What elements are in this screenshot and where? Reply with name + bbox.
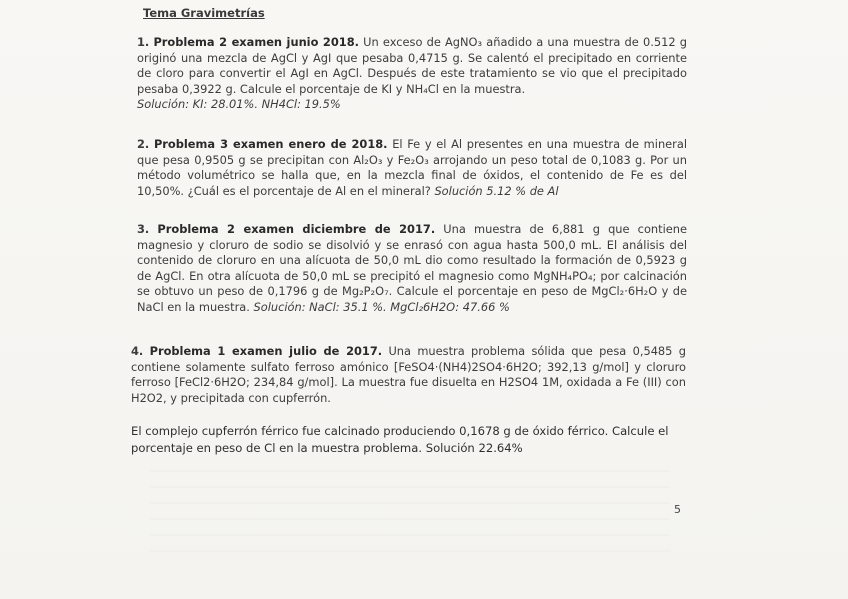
problem-2: [137, 137, 687, 199]
document-title: Tema Gravimetrías: [143, 6, 265, 20]
problem-body: El complejo cupferrón férrico fue calcinado produciendo 0,1678 g de óxido férrico. Calcule el porcentaje en peso de Cl en la muestra problema.: [131, 424, 669, 455]
problem-3: [137, 222, 687, 316]
problem-heading: Problema 2 examen junio 2018.: [153, 35, 359, 49]
problem-solution: Solución 5.12 % de Al: [434, 183, 559, 198]
problem-1: [137, 35, 687, 113]
problem-body: Una muestra problema sólida que pesa 0,5485 g contiene solamente sulfato ferroso amónico [FeSO4·(NH4)2SO4·6H2O; 392,13 g/mol] y cloruro ferroso [FeCl2·6H2O; 234,84 g/mol]. La muestra fue disuelta en H2SO4 1M, oxidada a Fe (III) con H2O2, y precipitada con cupferrón.: [131, 344, 686, 405]
problem-heading: Problema 1 examen julio de 2017.: [149, 344, 383, 358]
problem-body: Un exceso de AgNO₃ añadido a una muestra de 0.512 g originó una mezcla de AgCl y AgI que pesaba 0,4715 g. Se calentó el precipitado en corriente de cloro para convertir el AgI en AgCl. Después de este tratamiento se vio que el precipitado pesaba 0,3922 g. Calcule el porcentaje de KI y NH₄Cl en la muestra.: [137, 35, 688, 96]
problem-number: 4.: [131, 344, 144, 358]
problem-solution: Solución: KI: 28.01%. NH4Cl: 19.5%: [137, 97, 341, 112]
problem-heading: Problema 2 examen diciembre de 2017.: [157, 222, 436, 236]
problem-body: El Fe y el Al presentes en una muestra de mineral que pesa 0,9505 g se precipitan con Al₂O₃ y Fe₂O₃ arrojando un peso total de 0,1083 g. Por un método volumétrico se halla que, en la mezcla final de óxidos, el contenido de Fe es del 10,50%. ¿Cuál es el porcentaje de Al en el mineral?: [137, 137, 687, 198]
problem-body: Una muestra de 6,881 g que contiene magnesio y cloruro de sodio se disolvió y se enrasó con agua hasta 500,0 mL. El análisis del contenido de cloruro en una alícuota de 50,0 mL dio como resultado la formación de 0,5923 g de AgCl. En otra alícuota de 50,0 mL se precipitó el magnesio como MgNH₄PO₄; por calcinación se obtuvo un peso de 0,1796 g de Mg₂P₂O₇. Calcule el porcentaje en peso de MgCl₂·6H₂O y de NaCl en la muestra.: [137, 222, 688, 314]
bleed-through-shadow: [150, 470, 670, 560]
problem-number: 1.: [137, 35, 150, 49]
problem-number: 3.: [137, 222, 150, 236]
problem-4: [131, 344, 686, 406]
problem-solution: Solución 22.64%: [425, 441, 523, 455]
page-number: 5: [674, 503, 681, 516]
problem-4-continuation: [131, 423, 686, 457]
problem-heading: Problema 3 examen enero de 2018.: [153, 137, 388, 151]
problem-number: 2.: [137, 137, 150, 151]
problem-solution: Solución: NaCl: 35.1 %. MgCl₂6H2O: 47.66 %: [253, 299, 510, 314]
